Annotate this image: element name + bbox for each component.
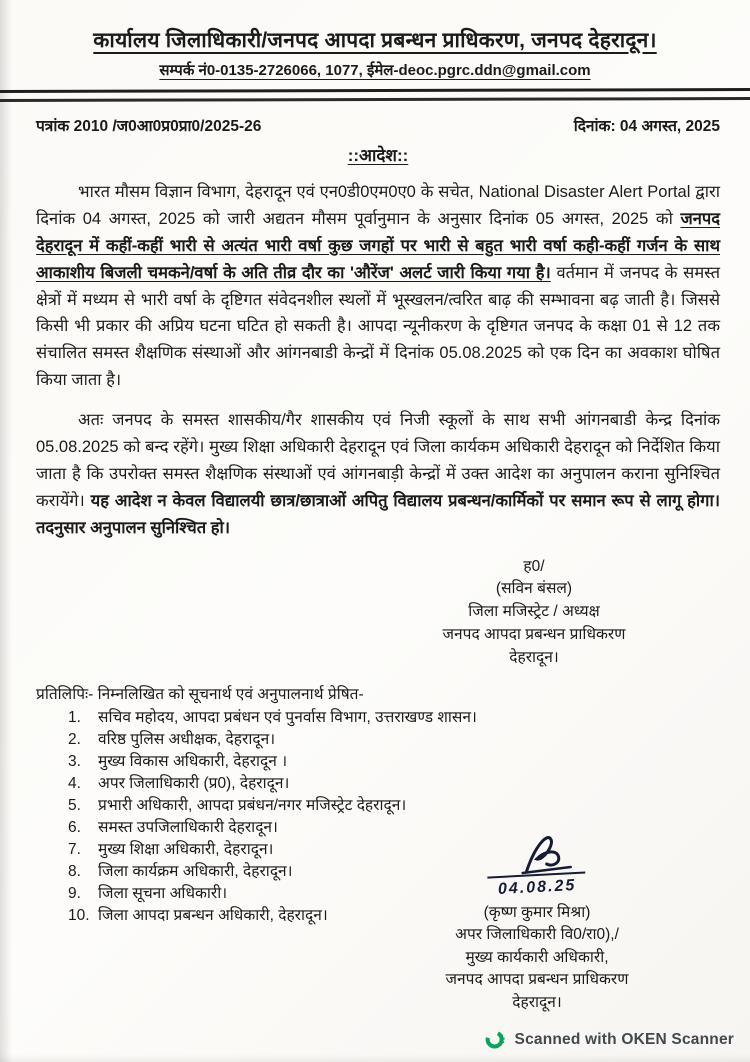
sig1-line-title: जिला मजिस्ट्रेट / अध्यक्ष xyxy=(468,603,600,621)
item-number: 6. xyxy=(68,818,81,836)
handwritten-signature-icon xyxy=(382,831,692,877)
item-number: 8. xyxy=(68,862,81,880)
para2-normal: अतः जनपद के समस्त शासकीय/गैर शासकीय एवं निजी स्कूलों के साथ सभी आंगनबाडी केन्द्र दिनांक 05.08.2025 को बन्द रहेंगे। मुख्य शिक्षा अधिकारी देहरादून एवं जिला कार्यकम अधिकारी देहरादून को निर्देशित किया जाता है कि उपरोक्त समस्त शैक्षणिक संस्थाओं एवं आंगनबाड़ी केन्द्रों में उक्त आदेश का अनुपालन कराना सुनिश्चित करायेंगे। xyxy=(36,411,720,510)
document-body xyxy=(0,114,750,1011)
item-number: 1. xyxy=(68,708,81,726)
sig2-line-title1: अपर जिलाधिकारी वि0/रा0),/ xyxy=(455,926,619,944)
para1-emphasized-alert: जनपद देहरादून में कहीं-कहीं भारी से अत्यंत भारी वर्षा कुछ जगहों पर भारी से बहुत भारी वर्षा कही-कहीं गर्जन के साथ आकाशीय बिजली चमकने/वर्षा के अति तीव्र दौर का 'औरेंज' अलर्ट जारी किया गया है। xyxy=(36,209,720,282)
item-text: सचिव महोदय, आपदा प्रबंधन एवं पुनर्वास विभाग, उत्तराखण्ड शासन। xyxy=(98,708,477,726)
letter-date: दिनांक: 04 अगस्त, 2025 xyxy=(573,118,720,135)
item-text: जिला आपदा प्रबन्धन अधिकारी, देहरादून। xyxy=(98,906,328,924)
oken-scanner-icon xyxy=(485,1029,506,1050)
letterhead xyxy=(0,0,750,80)
list-item xyxy=(36,729,720,751)
sig1-line-name: (सविन बंसल) xyxy=(495,580,573,598)
contact-line: सम्पर्क नं0-0135-2726066, 1077, ईमेल-deoc.pgrc.ddn@gmail.com xyxy=(159,62,591,79)
list-item xyxy=(36,795,720,817)
sig2-line-authority: जनपद आपदा प्रबन्धन प्राधिकरण xyxy=(445,971,629,989)
item-number: 5. xyxy=(68,796,81,814)
item-text: मुख्य शिक्षा अधिकारी, देहरादून। xyxy=(98,840,274,858)
item-number: 7. xyxy=(68,840,81,858)
para1-normal1: भारत मौसम विज्ञान विभाग, देहरादून एवं एन0डी0एम0ए0 के सचेत, National Disaster Alert Portal द्वारा दिनांक 04 अगस्त, 2025 को जारी अद्यतन मौसम पूर्वानुमान के अनुसार दिनांक 05 अगस्त, 2025 को xyxy=(36,183,720,228)
item-text: जिला कार्यक्रम अधिकारी, देहरादून। xyxy=(98,862,293,880)
paragraph-closure-order xyxy=(36,407,720,541)
copy-to-section xyxy=(36,683,720,1011)
list-item xyxy=(36,773,720,795)
para1-normal2: वर्तमान में जनपद के समस्त क्षेत्रों में मध्यम से भारी वर्षा के दृष्टिगत संवेदनशील स्थलों में भूस्खलन/त्वरित बाढ़ की सम्भावना बढ़ जाती है। जिससे किसी भी प्रकार की अप्रिय घटना घटित हो सकती है। आपदा न्यूनीकरण के दृष्टिगत जनपद के कक्षा 01 से 12 तक संचालित समस्त शैक्षणिक संस्थाओं और आंगनबाडी केन्द्रों में दिनांक 05.08.2025 को एक दिन का अवकाश घोषित किया जाता है। xyxy=(36,263,721,390)
signature-block-dm xyxy=(384,556,684,670)
scan-shadow-bottom xyxy=(0,1054,750,1062)
item-text: समस्त उपजिलाधिकारी देहरादून। xyxy=(98,818,278,836)
list-item xyxy=(36,751,720,773)
scanner-watermark-text: Scanned with OKEN Scanner xyxy=(514,1030,734,1048)
sig1-line-place: देहरादून। xyxy=(509,648,559,666)
item-text: वरिष्ठ पुलिस अधीक्षक, देहरादून। xyxy=(98,730,276,748)
scanner-watermark xyxy=(485,1029,734,1050)
item-text: अपर जिलाधिकारी (प्र0), देहरादून। xyxy=(98,774,290,792)
copy-to-heading: प्रतिलिपिः- निम्नलिखित को सूचनार्थ एवं अनुपालनार्थ प्रेषित- xyxy=(36,686,364,704)
sig2-line-title2: मुख्य कार्यकारी अधिकारी, xyxy=(465,948,609,966)
office-title: कार्यालय जिलाधिकारी/जनपद आपदा प्रबन्धन प्राधिकरण, जनपद देहरादून। xyxy=(93,29,657,52)
item-text: प्रभारी अधिकारी, आपदा प्रबंधन/नगर मजिस्ट्रेट देहरादून। xyxy=(98,796,407,814)
letterhead-divider xyxy=(0,88,750,102)
reference-row xyxy=(36,114,720,136)
sig1-line-signed: ह0/ xyxy=(523,557,545,575)
para2-bold-directive: यह आदेश न केवल विद्यालयी छात्र/छात्राओं अपितु विद्यालय प्रबन्धन/कार्मिकों पर समान रूप से लागू होगा। तदनुसार अनुपालन सुनिश्चित हो। xyxy=(36,491,720,537)
item-number: 2. xyxy=(68,730,81,748)
item-text: मुख्य विकास अधिकारी, देहरादून । xyxy=(98,752,288,770)
sig2-line-place: देहरादून। xyxy=(512,993,562,1011)
item-number: 10. xyxy=(68,906,90,924)
order-heading: ::आदेश:: xyxy=(347,146,409,165)
signature-block-adm xyxy=(382,831,692,1014)
handwritten-date: 04.08.25 xyxy=(487,872,587,904)
letter-number: पत्रांक 2010 /ज0आ0प्र0प्रा0/2025-26 xyxy=(36,118,262,135)
sig2-line-name: (कृष्ण कुमार मिश्रा) xyxy=(483,903,591,921)
item-number: 9. xyxy=(68,884,81,902)
paragraph-weather-alert xyxy=(36,179,720,394)
list-item xyxy=(36,707,720,729)
item-number: 3. xyxy=(68,752,81,770)
item-number: 4. xyxy=(68,774,81,792)
item-text: जिला सूचना अधिकारी। xyxy=(98,884,228,902)
sig1-line-authority: जनपद आपदा प्रबन्धन प्राधिकरण xyxy=(442,625,626,643)
